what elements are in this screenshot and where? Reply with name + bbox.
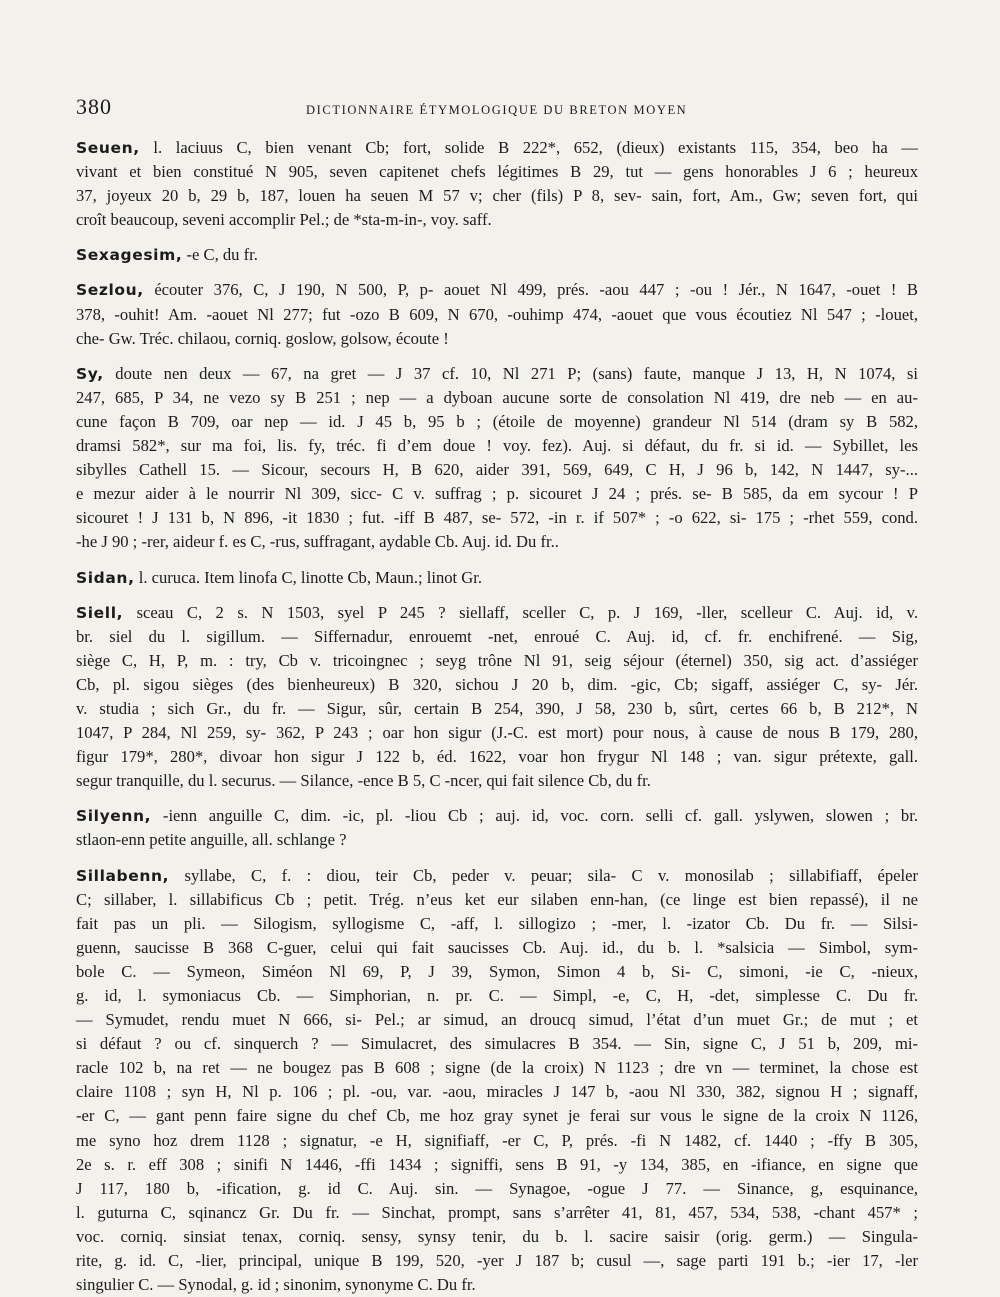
- entry-text: si défaut ? ou cf. sinquerch ? — Simulacret, des simulacres B 354. — Sin, signe C, J 51 b, 209, mi-: [76, 1034, 918, 1054]
- entry-text: croît beaucoup, seveni accomplir Pel.; de *sta-m-in-, voy. saff.: [76, 210, 492, 230]
- dictionary-entry: [76, 566, 918, 590]
- entry-text: e mezur aider à le nourrir Nl 309, sicc- C v. suffrag ; p. sicouret J 24 ; prés. se- B 585, da em sycour ! P: [76, 484, 918, 504]
- running-title: DICTIONNAIRE ÉTYMOLOGIQUE DU BRETON MOYEN: [306, 103, 688, 117]
- entry-line: [76, 828, 918, 852]
- entry-text: 378, -ouhit! Am. -aouet Nl 277; fut -ozo B 609, N 670, -ouhimp 474, -aouet que vous écoutiez Nl 547 ; -louet,: [76, 304, 918, 324]
- entry-line: [76, 912, 918, 936]
- entry-text: syllabe, C, f. : diou, teir Cb, peder v. peuar; sila- C v. monosilab ; sillabifiaff, épeler: [169, 865, 918, 885]
- entry-line: [76, 1129, 918, 1153]
- entry-line: [76, 386, 918, 410]
- entry-text: C; sillaber, l. sillabificus Cb ; petit. Trég. n’eus ket eur silaben enn-han, (ce linge est bien repassé), il ne: [76, 889, 918, 909]
- entry-line: [76, 482, 918, 506]
- entry-text: dramsi 582*, sur ma foi, lis. fy, tréc. fi d’em doue ! voy. fez). Auj. si défaut, du fr. si id. — Sybillet, les: [76, 436, 918, 456]
- entry-line: [76, 243, 918, 267]
- entry-line: [76, 625, 918, 649]
- entry-text: doute nen deux — 67, na gret — J 37 cf. 10, Nl 271 P; (sans) faute, manque J 13, H, N 1074, si: [103, 363, 918, 383]
- entry-line: [76, 506, 918, 530]
- entry-text: sicouret ! J 131 b, N 896, -it 1830 ; fut. -iff B 487, se- 572, -in r. if 507* ; -o 622, si- 175 ; -rhet 559, cond.: [76, 508, 918, 528]
- dictionary-entry: [76, 804, 918, 852]
- entry-text: voc. corniq. sinsiat tenax, corniq. sensy, synsy tenir, du b. l. sacire saisir (orig. germ.) — Singula-: [76, 1226, 918, 1246]
- entry-text: sibylles Cathell 15. — Sicour, secours H, B 620, aider 391, 569, 649, C H, J 96 b, 142, N 1447, sy-...: [76, 460, 918, 480]
- entry-text: sceau C, 2 s. N 1503, syel P 245 ? siellaff, sceller C, p. J 169, -ller, scelleur C. Auj. id, v.: [123, 602, 918, 622]
- entry-text: me syno hoz drem 1128 ; signatur, -e H, signifiaff, -er C, P, prés. -fi N 1482, cf. 1440 ; -ffy B 305,: [76, 1130, 918, 1150]
- entry-line: [76, 1008, 918, 1032]
- dictionary-entry: [76, 864, 918, 1297]
- entry-text: l. curuca. Item linofa C, linotte Cb, Maun.; linot Gr.: [134, 567, 483, 587]
- entry-text: guenn, saucisse B 368 C-guer, celui qui fait saucisses Cb. Auj. id., du b. l. *salsicia — Simbol, sym-: [76, 937, 918, 957]
- entry-line: [76, 530, 918, 554]
- entry-text: l. guturna C, sqinancz Gr. Du fr. — Sinchat, prompt, sans s’arrêter 41, 81, 457, 534, 538, -chant 457* ;: [76, 1202, 918, 1222]
- entry-text: -ienn anguille C, dim. -ic, pl. -liou Cb ; auj. id, voc. corn. selli cf. gall. yslywen, slowen ; br.: [151, 806, 918, 826]
- entry-line: [76, 804, 918, 828]
- entry-text: br. siel du l. sigillum. — Siffernadur, enrouemt -net, enroué C. Auj. id, cf. fr. enchifrené. — Sig,: [76, 626, 918, 646]
- entry-text: segur tranquille, du l. securus. — Silance, -ence B 5, C -ncer, qui fait silence Cb, du fr.: [76, 771, 651, 791]
- entry-text: 1047, P 284, Nl 259, sy- 362, P 243 ; oar hon sigur (J.-C. est mort) pour nous, à cause de nous B 179, 280,: [76, 723, 918, 743]
- entry-line: [76, 960, 918, 984]
- entry-line: [76, 769, 918, 793]
- entry-headword: Silyenn,: [76, 807, 152, 826]
- entry-text: racle 102 b, na ret — ne bougez pas B 608 ; signe (de la croix) N 1123 ; dre vn — terminet, la chose est: [76, 1058, 918, 1078]
- entry-text: cune façon B 709, oar nep — id. J 45 b, 95 b ; (étoile de moyenne) grandeur Nl 514 (dram sy B 582,: [76, 411, 918, 431]
- page-header: [76, 94, 918, 124]
- entry-text: 37, joyeux 20 b, 29 b, 187, louen ha seuen M 57 v; cher (fils) P 8, sev- sain, fort, Am., Gw; seven fort, qui: [76, 186, 918, 206]
- entry-text: claire 1108 ; syn H, Nl p. 106 ; pl. -ou, var. -aou, miracles J 147 b, -aou Nl 330, 382, signou H ; signaff,: [76, 1082, 918, 1102]
- entry-line: [76, 601, 918, 625]
- entry-line: [76, 136, 918, 160]
- entry-line: [76, 936, 918, 960]
- entry-text: -he J 90 ; -rer, aideur f. es C, -rus, suffragant, aydable Cb. Auj. id. Du fr..: [76, 532, 559, 552]
- entry-line: [76, 160, 918, 184]
- entry-line: [76, 458, 918, 482]
- entry-text: Cb, pl. sigou sièges (des bienheureux) B 320, sichou J 20 b, dim. -gic, Cb; sigaff, assiéger C, sy- Jér.: [76, 674, 918, 694]
- entry-line: [76, 1153, 918, 1177]
- entry-text: siège C, H, P, m. : try, Cb v. tricoingnec ; seyg trône Nl 91, seig séjour (éternel) 350, sig act. d’assiéger: [76, 650, 918, 670]
- entries-body: [76, 136, 918, 1297]
- entry-line: [76, 303, 918, 327]
- entry-text: rite, g. id. C, -lier, principal, unique B 199, 520, -yer J 187 b; cusul —, sage parti 191 b.; -ier 17, -ler: [76, 1251, 918, 1271]
- dictionary-entry: [76, 136, 918, 232]
- entry-headword: Sidan,: [76, 568, 135, 587]
- entry-line: [76, 864, 918, 888]
- entry-text: vivant et bien constitué N 905, seven capitenet chefs légitimes B 29, tut — gens honorables J 6 ; heureux: [76, 162, 918, 182]
- entry-line: [76, 566, 918, 590]
- entry-line: [76, 697, 918, 721]
- entry-text: écouter 376, C, J 190, N 500, P, p- aouet Nl 499, prés. -aou 447 ; -ou ! Jér., N 1647, -ouet ! B: [143, 280, 918, 300]
- entry-text: g. id, l. symoniacus Cb. — Simphorian, n. pr. C. — Simpl, -e, C, H, -det, simplesse C. Du fr.: [76, 986, 918, 1005]
- entry-text: J 117, 180 b, -ification, g. id C. Auj. sin. — Synagoe, -ogue J 77. — Sinance, g, esquinance,: [76, 1178, 918, 1198]
- entry-line: [76, 984, 918, 1008]
- dictionary-entry: [76, 243, 918, 267]
- entry-line: [76, 649, 918, 673]
- entry-text: bole C. — Symeon, Siméon Nl 69, P, J 39, Symon, Simon 4 b, Si- C, simoni, -ie C, -nieux,: [76, 961, 918, 981]
- entry-line: [76, 208, 918, 232]
- entry-line: [76, 1249, 918, 1273]
- entry-line: [76, 721, 918, 745]
- entry-line: [76, 327, 918, 351]
- entry-line: [76, 745, 918, 769]
- entry-text: stlaon-enn petite anguille, all. schlange ?: [76, 830, 347, 850]
- entry-headword: Sezlou,: [76, 281, 144, 300]
- entry-line: [76, 362, 918, 386]
- entry-text: -er C, — gant penn faire signe du chef Cb, me hoz gray synet je ferai sur vous le signe de la croix N 1126,: [76, 1106, 918, 1126]
- entry-line: [76, 1104, 918, 1128]
- entry-text: l. laciuus C, bien venant Cb; fort, solide B 222*, 652, (dieux) existants 115, 354, beo ha —: [139, 138, 918, 157]
- entry-line: [76, 184, 918, 208]
- entry-text: 2e s. r. eff 308 ; sinifi N 1446, -ffi 1434 ; signiffi, sens B 91, -y 134, 385, en -ifiance, en signe que: [76, 1154, 918, 1174]
- entry-text: figur 179*, 280*, divoar hon sigur J 122 b, éd. 1622, voar hon frygur Nl 148 ; van. sigur prétexte, gall.: [76, 747, 918, 767]
- entry-text: v. studia ; sich Gr., du fr. — Sigur, sûr, certain B 254, 390, J 58, 230 b, sûrt, certes 66 b, B 212*, N: [76, 698, 918, 718]
- entry-line: [76, 673, 918, 697]
- entry-text: fait pas un pli. — Silogism, syllogisme C, -aff, l. sillogizo ; -mer, l. -izator Cb. Du fr. — Silsi-: [76, 913, 918, 933]
- entry-text: che- Gw. Tréc. chilaou, corniq. goslow, golsow, écoute !: [76, 328, 449, 348]
- dictionary-entry: [76, 278, 918, 350]
- entry-line: [76, 1177, 918, 1201]
- entry-line: [76, 1056, 918, 1080]
- entry-headword: Sillabenn,: [76, 866, 170, 885]
- entry-line: [76, 1080, 918, 1104]
- entry-line: [76, 888, 918, 912]
- entry-line: [76, 1201, 918, 1225]
- entry-line: [76, 1032, 918, 1056]
- dictionary-entry: [76, 362, 918, 555]
- entry-line: [76, 434, 918, 458]
- entry-line: [76, 1225, 918, 1249]
- entry-text: — Symudet, rendu muet N 666, si- Pel.; ar simud, an droucq simud, l’état d’un muet Gr.; de mut ; et: [76, 1010, 918, 1030]
- entry-line: [76, 410, 918, 434]
- dictionary-entry: [76, 601, 918, 794]
- page-number: 380: [76, 94, 112, 119]
- entry-line: [76, 1273, 918, 1297]
- entry-text: singulier C. — Synodal, g. id ; sinonim, synonyme C. Du fr.: [76, 1275, 476, 1295]
- entry-line: [76, 278, 918, 302]
- entry-headword: Siell,: [76, 603, 124, 622]
- entry-headword: Sy,: [76, 364, 104, 383]
- entry-text: -e C, du fr.: [182, 245, 258, 265]
- entry-text: 247, 685, P 34, ne vezo sy B 251 ; nep — a dyboan aucune sorte de consolation Nl 419, dre neb — en au-: [76, 387, 918, 407]
- entry-headword: Sexagesim,: [76, 246, 183, 265]
- entry-headword: Seuen,: [76, 139, 140, 157]
